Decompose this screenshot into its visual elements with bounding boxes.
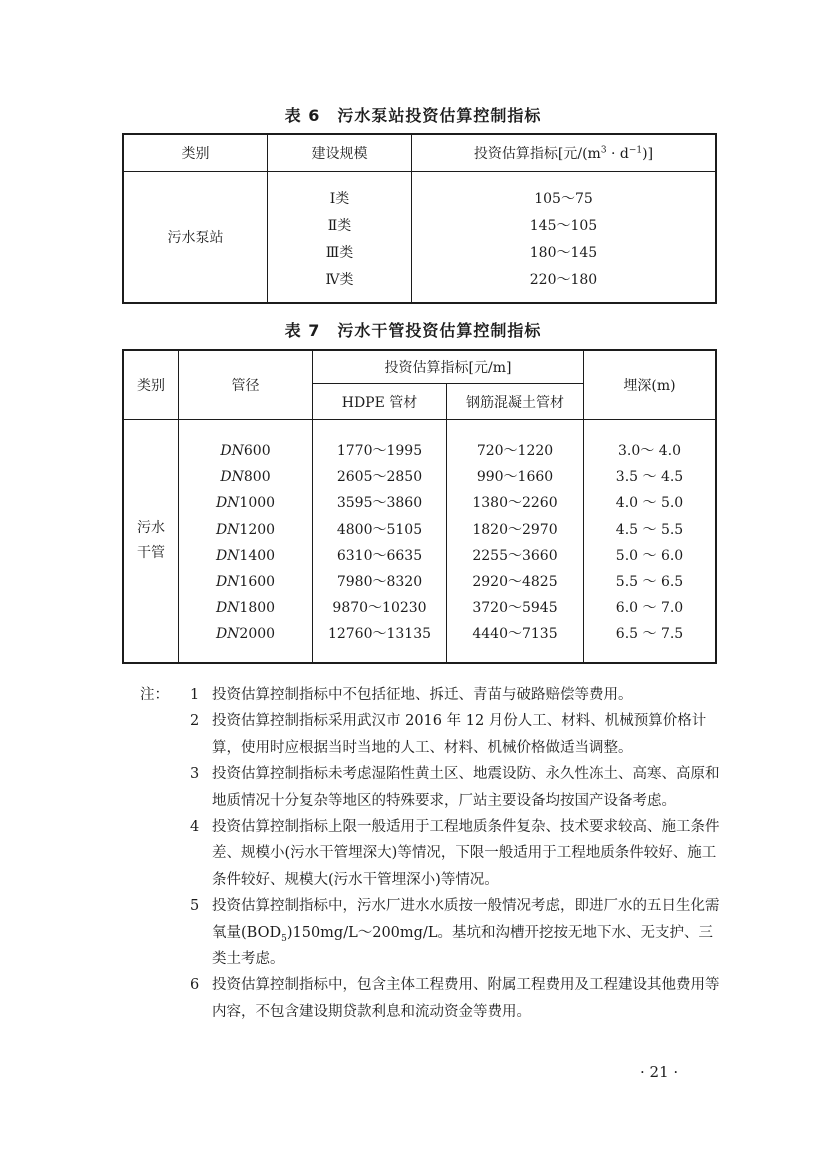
table-cell: Ⅰ类 xyxy=(329,191,350,207)
note-item: 4 投资估算控制指标上限一般适用于工程地质条件复杂、技术要求较高、施工条件差、规模小(污水干管埋深大)等情况，下限一般适用于工程地质条件较好、施工条件较好、规模大(污水干管埋深小)等情况。 xyxy=(190,819,720,888)
table-cell: 7980～8320 xyxy=(336,574,423,591)
t7-header-diameter: 管径 xyxy=(179,350,313,420)
t7-hdpe-column xyxy=(313,420,447,663)
table-cell: DN1800 xyxy=(215,600,276,617)
t7-diameter-column xyxy=(179,420,313,663)
table-cell: DN1400 xyxy=(215,547,276,564)
table-cell: 5.5 ～ 6.5 xyxy=(615,574,684,591)
t7-header-rc: 钢筋混凝土管材 xyxy=(447,384,584,420)
table-cell: DN2000 xyxy=(215,626,276,643)
table-cell: 1770～1995 xyxy=(336,443,423,459)
table-cell: 4800～5105 xyxy=(336,521,423,538)
table-cell: 6.5 ～ 7.5 xyxy=(615,626,684,643)
t7-header-category: 类别 xyxy=(123,350,179,420)
t6-scale-column xyxy=(268,172,412,304)
t7-header-hdpe: HDPE 管材 xyxy=(313,384,447,420)
pump-station-table xyxy=(122,133,717,304)
table-cell: Ⅱ类 xyxy=(327,218,352,234)
table-cell: Ⅳ类 xyxy=(325,272,354,288)
t6-header-scale: 建设规模 xyxy=(268,134,412,172)
table-cell: 3.5 ～ 4.5 xyxy=(615,469,684,486)
table-cell: DN800 xyxy=(220,469,271,486)
note-item: 6 投资估算控制指标中，包含主体工程费用、附属工程费用及工程建设其他费用等内容，不包含建设期贷款利息和流动资金等费用。 xyxy=(190,977,720,1020)
t7-header-depth: 埋深(m) xyxy=(584,350,717,420)
table-cell: 4440～7135 xyxy=(472,626,558,643)
table-cell: 2605～2850 xyxy=(336,469,423,486)
note-item: 2 投资估算控制指标采用武汉市 2016 年 12 月份人工、材料、机械预算价格计算，使用时应根据当时当地的人工、材料、机械价格做适当调整。 xyxy=(190,713,707,756)
table6-title: 表 6 污水泵站投资估算控制指标 xyxy=(284,106,542,125)
t7-depth-column xyxy=(584,420,717,663)
t6-category-cell: 污水泵站 xyxy=(123,172,268,304)
table-cell: 9870～10230 xyxy=(332,600,427,617)
t7-header-index-group: 投资估算指标[元/m] xyxy=(313,350,584,384)
table-cell: 6310～6635 xyxy=(336,547,423,564)
table-cell: 2920～4825 xyxy=(472,574,558,591)
t7-category-cell: 污水 干管 xyxy=(123,420,179,663)
table-cell: DN1200 xyxy=(215,521,276,538)
table-cell: Ⅲ类 xyxy=(325,245,354,261)
table-cell: 220～180 xyxy=(529,272,598,288)
page-number: · 21 · xyxy=(640,1063,679,1081)
table-cell: DN1000 xyxy=(215,495,276,512)
table7-title: 表 7 污水干管投资估算控制指标 xyxy=(284,321,542,340)
table-cell: 3.0～ 4.0 xyxy=(618,443,681,459)
t6-header-index: 投资估算指标[元$/(m^3 \cdot d^{-1})$] xyxy=(412,134,717,172)
table-cell: 3595～3860 xyxy=(336,495,423,512)
table-cell: 1380～2260 xyxy=(472,495,558,512)
table-cell: 4.0 ～ 5.0 xyxy=(615,495,684,512)
note-item: 5 投资估算控制指标中，污水厂进水水质按一般情况考虑，即进厂水的五日生化需氧量$(BOD_5)150mg/L\sim 200mg/L$。基坑和沟槽开挖按无地下水、无支护、三类土考虑。 xyxy=(190,898,720,968)
note-item: 3 投资估算控制指标未考虑湿陷性黄土区、地震设防、永久性冻土、高寒、高原和地质情况十分复杂等地区的特殊要求，厂站主要设备均按国产设备考虑。 xyxy=(190,766,720,809)
table-cell: 2255～3660 xyxy=(472,547,558,564)
table-cell: 720～1220 xyxy=(476,443,554,459)
note-item: 注： 1 投资估算控制指标中不包括征地、拆迁、青苗与破路赔偿等费用。 xyxy=(140,682,722,708)
table-cell: 3720～5945 xyxy=(472,600,558,617)
table-cell: DN600 xyxy=(220,443,271,459)
notes-section xyxy=(140,682,722,1025)
table-cell: 145～105 xyxy=(529,218,598,234)
table-cell: 990～1660 xyxy=(476,469,554,486)
notes-label: 注： xyxy=(140,687,169,703)
table-cell: 12760～13135 xyxy=(327,626,432,643)
table-cell: 180～145 xyxy=(529,245,598,261)
table-cell: 6.0 ～ 7.0 xyxy=(615,600,684,617)
table-cell: 1820～2970 xyxy=(472,521,558,538)
table-cell: 105～75 xyxy=(534,191,593,207)
table-cell: DN1600 xyxy=(215,574,276,591)
t6-value-column xyxy=(412,172,717,304)
table-cell: 5.0 ～ 6.0 xyxy=(615,547,684,564)
t7-rc-column xyxy=(447,420,584,663)
t6-header-category: 类别 xyxy=(123,134,268,172)
sewer-main-table xyxy=(122,349,717,664)
table-cell: 4.5 ～ 5.5 xyxy=(615,521,684,538)
